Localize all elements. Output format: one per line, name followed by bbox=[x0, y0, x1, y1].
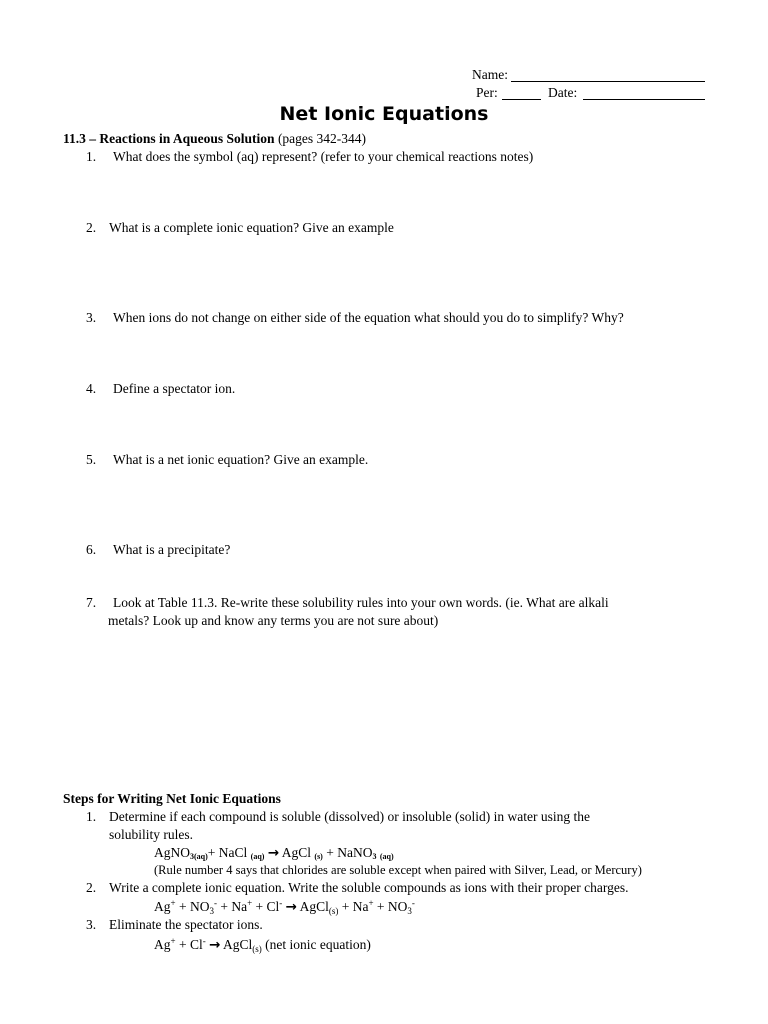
per-label: Per: bbox=[476, 85, 498, 100]
step-number: 3. bbox=[86, 917, 97, 932]
section-heading bbox=[63, 131, 366, 147]
section-title: 11.3 – Reactions in Aqueous Solution bbox=[63, 131, 275, 146]
question-text: What is a net ionic equation? Give an example. bbox=[113, 452, 369, 467]
arrow-icon: → bbox=[267, 845, 280, 861]
step-text: Eliminate the spectator ions. bbox=[109, 917, 263, 932]
page-title: Net Ionic Equations bbox=[279, 103, 489, 125]
question-text: What is a complete ionic equation? Give an example bbox=[109, 220, 394, 235]
question-text: When ions do not change on either side of the equation what should you do to simplify? Why? bbox=[113, 310, 624, 325]
steps-heading: Steps for Writing Net Ionic Equations bbox=[63, 791, 281, 806]
per-line[interactable] bbox=[502, 85, 541, 100]
question-text: What does the symbol (aq) represent? (refer to your chemical reactions notes) bbox=[113, 149, 534, 164]
name-line[interactable] bbox=[511, 67, 705, 82]
step-text-continued: solubility rules. bbox=[109, 827, 193, 842]
name-label: Name: bbox=[472, 67, 508, 82]
question-text-continued: metals? Look up and know any terms you are not sure about) bbox=[108, 613, 439, 628]
question-number: 3. bbox=[86, 310, 97, 325]
question-number: 2. bbox=[86, 220, 97, 235]
arrow-icon: → bbox=[285, 899, 297, 915]
equation-complete-ionic: $Ag^+ + NO_3^- + Na^+ + Cl^-$ → AgCl$_{(s)}$ + $Na^+ + NO_3^-$ bbox=[154, 898, 415, 916]
question-number: 1. bbox=[86, 149, 97, 164]
arrow-icon: → bbox=[209, 937, 221, 953]
section-pages: (pages 342-344) bbox=[277, 131, 367, 146]
question-number: 6. bbox=[86, 542, 97, 557]
question-number: 7. bbox=[86, 595, 97, 610]
solubility-note: (Rule number 4 says that chlorides are soluble except when paired with Silver, Lead, or Mercury) bbox=[154, 863, 642, 877]
date-label: Date: bbox=[548, 85, 578, 100]
question-number: 4. bbox=[86, 381, 97, 396]
step-number: 1. bbox=[86, 809, 97, 824]
question-text: Look at Table 11.3. Re-write these solubility rules into your own words. (ie. What are alkali bbox=[113, 595, 609, 610]
equation-net-ionic: Ag+ + Cl- → AgCl$_{(s)}$ (net ionic equation) bbox=[154, 936, 371, 954]
question-text: Define a spectator ion. bbox=[113, 381, 236, 396]
step-text: Write a complete ionic equation. Write the soluble compounds as ions with their proper charges. bbox=[109, 880, 629, 895]
step-text: Determine if each compound is soluble (dissolved) or insoluble (solid) in water using the bbox=[109, 809, 591, 824]
question-number: 5. bbox=[86, 452, 97, 467]
step-number: 2. bbox=[86, 880, 97, 895]
equation-molecular: AgNO$_{3(aq)}$+ NaCl $_{(aq)}$ → AgCl $_{(s)}$ + NaNO$_3$ $_{(aq)}$ bbox=[154, 845, 394, 861]
question-text: What is a precipitate? bbox=[113, 542, 231, 557]
date-line[interactable] bbox=[583, 85, 705, 100]
